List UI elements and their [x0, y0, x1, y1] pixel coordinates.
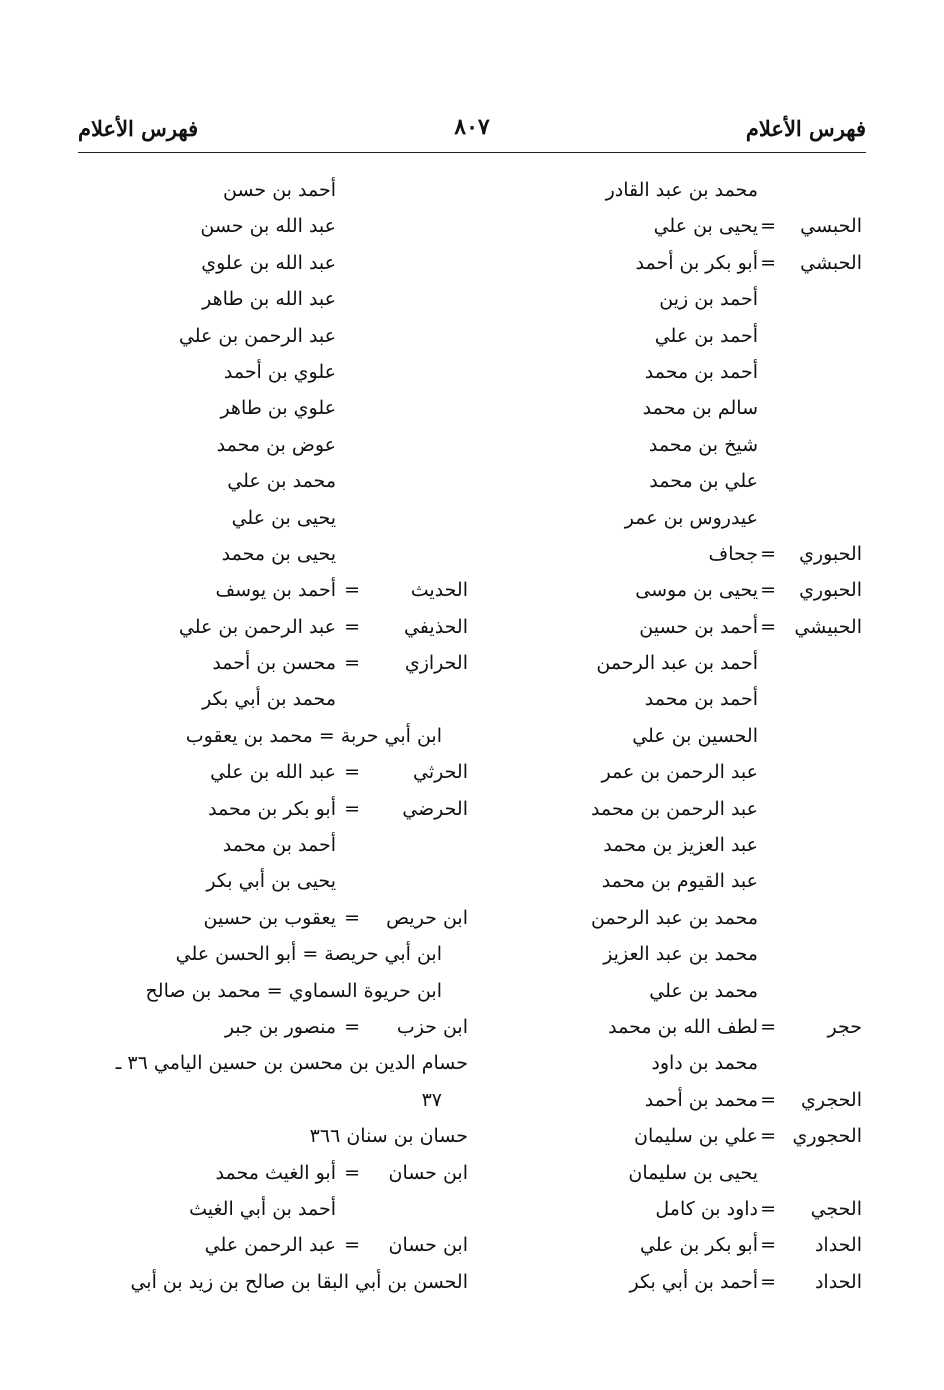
index-entry [88, 973, 468, 1009]
entry-name: حجر [827, 1015, 862, 1038]
entry-value: داود بن كامل [655, 1197, 758, 1220]
index-entry [482, 208, 862, 244]
equals-sign: = [760, 542, 776, 565]
index-entry [88, 1118, 468, 1154]
entry-value: جحاف [708, 542, 758, 565]
header-rule [78, 152, 866, 153]
entry-value: عوض بن محمد [216, 433, 336, 456]
index-entry [482, 1009, 862, 1045]
entry-value: علي بن محمد [649, 470, 758, 493]
entry-value: عبد العزيز بن محمد [603, 834, 758, 857]
equals-sign: = [760, 579, 776, 602]
index-entry [88, 318, 468, 354]
index-entry [482, 973, 862, 1009]
index-entry [88, 791, 468, 827]
entry-value: حسام الدين بن محسن بن حسين اليامي ٣٦ ـ [115, 1052, 468, 1075]
entry-value: منصور بن جبر [224, 1015, 336, 1038]
entry-value: محمد بن داود [651, 1052, 758, 1075]
entry-name: الحبشي [800, 251, 862, 274]
equals-sign: = [344, 579, 360, 602]
equals-sign: = [760, 1125, 776, 1148]
entry-value: عبد الرحمن بن عمر [601, 761, 758, 784]
index-entry [482, 900, 862, 936]
entry-name: الحبيشي [794, 615, 862, 638]
entry-value: ٣٧ [421, 1088, 442, 1111]
index-entry [482, 572, 862, 608]
index-entry [88, 172, 468, 208]
entry-value: الحسن بن أبي البقا بن صالح بن زيد بن أبي [130, 1270, 468, 1293]
equals-sign: = [344, 1234, 360, 1257]
index-entry [88, 609, 468, 645]
index-entry [88, 1082, 468, 1118]
entry-value: عبد الله بن حسن [200, 215, 336, 238]
entry-name: الحجي [810, 1197, 862, 1220]
index-entry [88, 536, 468, 572]
entry-name: الحداد [814, 1270, 862, 1293]
entry-value: عبد الرحمن بن علي [178, 324, 336, 347]
index-entry [482, 1082, 862, 1118]
entry-value: أبو بكر بن أحمد [635, 251, 758, 274]
equals-sign: = [344, 652, 360, 675]
index-entry [88, 754, 468, 790]
entry-name: الحبوري [799, 579, 862, 602]
equals-sign: = [344, 797, 360, 820]
entry-value: أحمد بن محمد [644, 360, 758, 383]
index-entry [88, 390, 468, 426]
index-entry [88, 500, 468, 536]
index-entry [88, 427, 468, 463]
entry-name: الحرازي [404, 652, 468, 675]
equals-sign: = [760, 1088, 776, 1111]
page-number: ٨٠٧ [454, 114, 490, 140]
index-entry [88, 827, 468, 863]
entry-value: محسن بن أحمد [212, 652, 336, 675]
entry-name: الحرثي [413, 761, 468, 784]
entry-value: محمد بن عبد العزيز [603, 943, 758, 966]
index-entry [482, 791, 862, 827]
entry-value: علوي بن أحمد [223, 360, 336, 383]
equals-sign: = [760, 251, 776, 274]
entry-value: عبد الرحمن بن محمد [590, 797, 758, 820]
equals-sign: = [760, 1270, 776, 1293]
index-entry [482, 754, 862, 790]
entry-value: يحيى بن موسى [635, 579, 758, 602]
index-entry [482, 827, 862, 863]
entry-value: محمد بن أحمد [644, 1088, 758, 1111]
entry-value: أبو بكر بن علي [640, 1234, 758, 1257]
entry-value: لطف الله بن محمد [608, 1015, 758, 1038]
entry-value: أحمد بن زين [659, 288, 758, 311]
index-entry [482, 936, 862, 972]
entry-value: محمد بن علي [649, 979, 758, 1002]
entry-value: ابن أبي حربة = محمد بن يعقوب [185, 724, 442, 747]
entry-value: الحسين بن علي [632, 724, 758, 747]
entry-name: الحجوري [792, 1125, 862, 1148]
entry-name: ابن حسان [388, 1161, 468, 1184]
index-entry [88, 245, 468, 281]
equals-sign: = [760, 1234, 776, 1257]
index-entry [88, 718, 468, 754]
entry-value: عبد الله بن علي [210, 761, 336, 784]
index-column-right [482, 172, 862, 1300]
entry-value: أحمد بن أبي الغيث [189, 1197, 336, 1220]
index-entry [482, 863, 862, 899]
entry-value: أحمد بن علي [654, 324, 758, 347]
equals-sign: = [760, 1015, 776, 1038]
entry-value: ابن حريوة السماوي = محمد بن صالح [145, 979, 442, 1002]
entry-value: حسان بن سنان ٣٦٦ [309, 1125, 468, 1148]
entry-name: الحجري [801, 1088, 862, 1111]
entry-value: عبد الله بن طاهر [202, 288, 336, 311]
entry-name: ابن حريص [386, 906, 468, 929]
page-header [78, 112, 866, 152]
index-entry [88, 1155, 468, 1191]
entry-value: علي بن سليمان [634, 1125, 758, 1148]
index-entry [88, 900, 468, 936]
index-entry [88, 863, 468, 899]
equals-sign: = [344, 1161, 360, 1184]
entry-value: يحيى بن محمد [221, 542, 336, 565]
index-entry [88, 1227, 468, 1263]
entry-value: أحمد بن حسن [223, 179, 336, 201]
index-entry [88, 1264, 468, 1300]
index-entry [88, 572, 468, 608]
index-entry [482, 318, 862, 354]
entry-value: ابن أبي حريصة = أبو الحسن علي [175, 943, 442, 966]
entry-value: عبد الله بن علوي [201, 251, 336, 274]
entry-value: محمد بن أبي بكر [202, 688, 336, 711]
equals-sign: = [760, 215, 776, 238]
index-entry [88, 208, 468, 244]
entry-value: أحمد بن محمد [644, 688, 758, 711]
equals-sign: = [344, 761, 360, 784]
entry-value: أبو بكر بن محمد [208, 797, 336, 820]
index-entry [88, 1009, 468, 1045]
entry-value: يحيى بن سليمان [628, 1161, 758, 1184]
index-entry [482, 645, 862, 681]
entry-name: ابن حزب [396, 1015, 468, 1038]
index-entry [482, 245, 862, 281]
index-entry [482, 1191, 862, 1227]
index-entry [482, 354, 862, 390]
entry-value: عبد الرحمن علي [204, 1234, 336, 1257]
entry-value: سالم بن محمد [642, 397, 758, 420]
entry-value: عبد القيوم بن محمد [601, 870, 758, 893]
entry-name: الحرضي [402, 797, 468, 820]
entry-name: الحديث [410, 579, 468, 602]
index-entry [482, 1264, 862, 1300]
entry-name: الحداد [814, 1234, 862, 1257]
entry-value: يحيى بن أبي بكر [206, 870, 336, 893]
index-entry [482, 281, 862, 317]
index-entry [88, 1191, 468, 1227]
entry-name: الحذيفي [403, 615, 468, 638]
entry-value: محمد بن عبد القادر [605, 179, 758, 201]
entry-value: شيخ بن محمد [648, 433, 758, 456]
index-entry [482, 1118, 862, 1154]
index-entry [88, 1045, 468, 1081]
entry-value: عبد الرحمن بن علي [178, 615, 336, 638]
index-entry [88, 281, 468, 317]
entry-value: عيدروس بن عمر [624, 506, 758, 529]
index-entry [482, 609, 862, 645]
index-entry [88, 463, 468, 499]
index-entry [482, 172, 862, 208]
running-title-left: فهرس الأعلام [78, 116, 199, 141]
index-entry [482, 718, 862, 754]
index-entry [88, 681, 468, 717]
equals-sign: = [344, 1015, 360, 1038]
index-entry [482, 536, 862, 572]
index-entry [482, 1155, 862, 1191]
entry-value: أحمد بن محمد [222, 834, 336, 857]
entry-value: أحمد بن حسين [639, 615, 758, 638]
index-entry [482, 390, 862, 426]
index-entry [482, 1227, 862, 1263]
equals-sign: = [760, 1197, 776, 1220]
index-column-left [88, 172, 468, 1300]
entry-name: الحبسي [800, 215, 862, 238]
equals-sign: = [760, 615, 776, 638]
entry-value: يحيى بن علي [231, 506, 336, 529]
equals-sign: = [344, 615, 360, 638]
entry-value: محمد بن علي [227, 470, 336, 493]
entry-value: يحيى بن علي [653, 215, 758, 238]
index-entry [482, 427, 862, 463]
entry-name: الحبوري [799, 542, 862, 565]
entry-value: محمد بن عبد الرحمن [590, 906, 758, 929]
index-entry [482, 463, 862, 499]
entry-value: يعقوب بن حسين [203, 906, 336, 929]
index-entry [482, 1045, 862, 1081]
entry-value: أبو الغيث محمد [215, 1161, 336, 1184]
index-entry [482, 500, 862, 536]
index-entry [88, 354, 468, 390]
index-entry [482, 681, 862, 717]
running-title-right: فهرس الأعلام [745, 116, 866, 141]
index-entry [88, 645, 468, 681]
entry-value: أحمد بن يوسف [215, 579, 336, 602]
entry-value: علوي بن طاهر [220, 397, 336, 420]
entry-name: ابن حسان [388, 1234, 468, 1257]
entry-value: أحمد بن أبي بكر [629, 1270, 758, 1293]
entry-value: أحمد بن عبد الرحمن [596, 652, 758, 675]
index-entry [88, 936, 468, 972]
equals-sign: = [344, 906, 360, 929]
